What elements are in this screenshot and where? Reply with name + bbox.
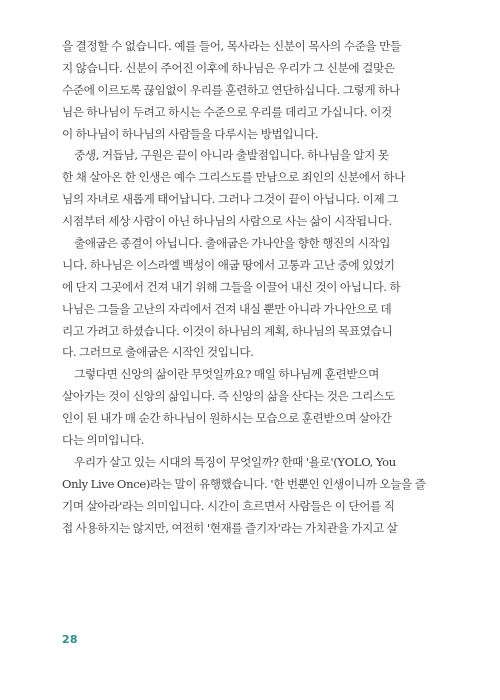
paragraph-2 [62, 145, 438, 233]
text-line: 기며 살아라'라는 의미입니다. 시간이 흐르면서 사람들은 이 단어를 직 [62, 498, 395, 513]
text-line: 시점부터 세상 사람이 아닌 하나님의 사람으로 사는 삶이 시작됩니다. [62, 214, 392, 229]
text-line: 우리가 살고 있는 시대의 특징이 무엇일까? 한때 '욜로'(YOLO, You [74, 454, 396, 469]
text-line: 나님은 그들을 고난의 자리에서 건져 내실 뿐만 아니라 가나안으로 데 [62, 301, 392, 316]
paragraph-4 [62, 364, 438, 452]
text-line: 출애굽은 종결이 아닙니다. 출애굽은 가나안을 향한 행진의 시작입 [74, 236, 391, 251]
text-line: 그렇다면 신앙의 삶이란 무엇일까요? 매일 하나님께 훈련받으며 [74, 367, 379, 382]
text-line: 살아가는 것이 신앙의 삶입니다. 즉 신앙의 삶을 산다는 것은 그리스도 [62, 389, 395, 404]
text-line: 다. 그러므로 출애굽은 시작인 것입니다. [62, 345, 254, 360]
text-line: 님의 자녀로 새롭게 태어납니다. 그러나 그것이 끝이 아닙니다. 이제 그 [62, 192, 398, 207]
text-line: 에 단지 그곳에서 건져 내기 위해 그들을 이끌어 내신 것이 아닙니다. 하 [62, 279, 401, 294]
text-line: 님은 하나님이 두려고 하시는 수준으로 우리를 데리고 가십니다. 이것 [62, 104, 392, 119]
body-text [62, 36, 438, 539]
text-line: 중생, 거듭남, 구원은 끝이 아니라 출발점입니다. 하나님을 알지 못 [74, 148, 389, 163]
text-line: 한 채 살아온 한 인생은 예수 그리스도를 만남으로 죄인의 신분에서 하나 [62, 170, 405, 185]
page-number: 28 [62, 633, 78, 646]
text-line: 접 사용하지는 않지만, 여전히 '현재를 즐기자'라는 가치관을 가지고 살 [62, 520, 398, 535]
text-line: 리고 가려고 하셨습니다. 이것이 하나님의 계획, 하나님의 목표였습니 [62, 323, 393, 338]
text-line: 수준에 이르도록 끊임없이 우리를 훈련하고 연단하십니다. 그렇게 하나 [62, 82, 400, 97]
paragraph-1 [62, 36, 438, 145]
paragraph-3 [62, 233, 438, 364]
text-line: 인이 된 내가 매 순간 하나님이 원하시는 모습으로 훈련받으며 살아간 [62, 411, 392, 426]
text-line: Only Live Once)라는 말이 유행했습니다. '한 번뿐인 인생이니까 오늘을 즐 [62, 476, 426, 491]
text-line: 니다. 하나님은 이스라엘 백성이 애굽 땅에서 고통과 고난 중에 있었기 [62, 257, 395, 272]
text-line: 다는 의미입니다. [62, 433, 145, 448]
text-line: 이 하나님이 하나님의 사람들을 다루시는 방법입니다. [62, 126, 319, 141]
text-line: 을 결정할 수 없습니다. 예를 들어, 목사라는 신분이 목사의 수준을 만들 [62, 39, 401, 53]
paragraph-5 [62, 452, 438, 540]
text-line: 지 않습니다. 신분이 주어진 이후에 하나님은 우리가 그 신분에 걸맞은 [62, 60, 395, 75]
